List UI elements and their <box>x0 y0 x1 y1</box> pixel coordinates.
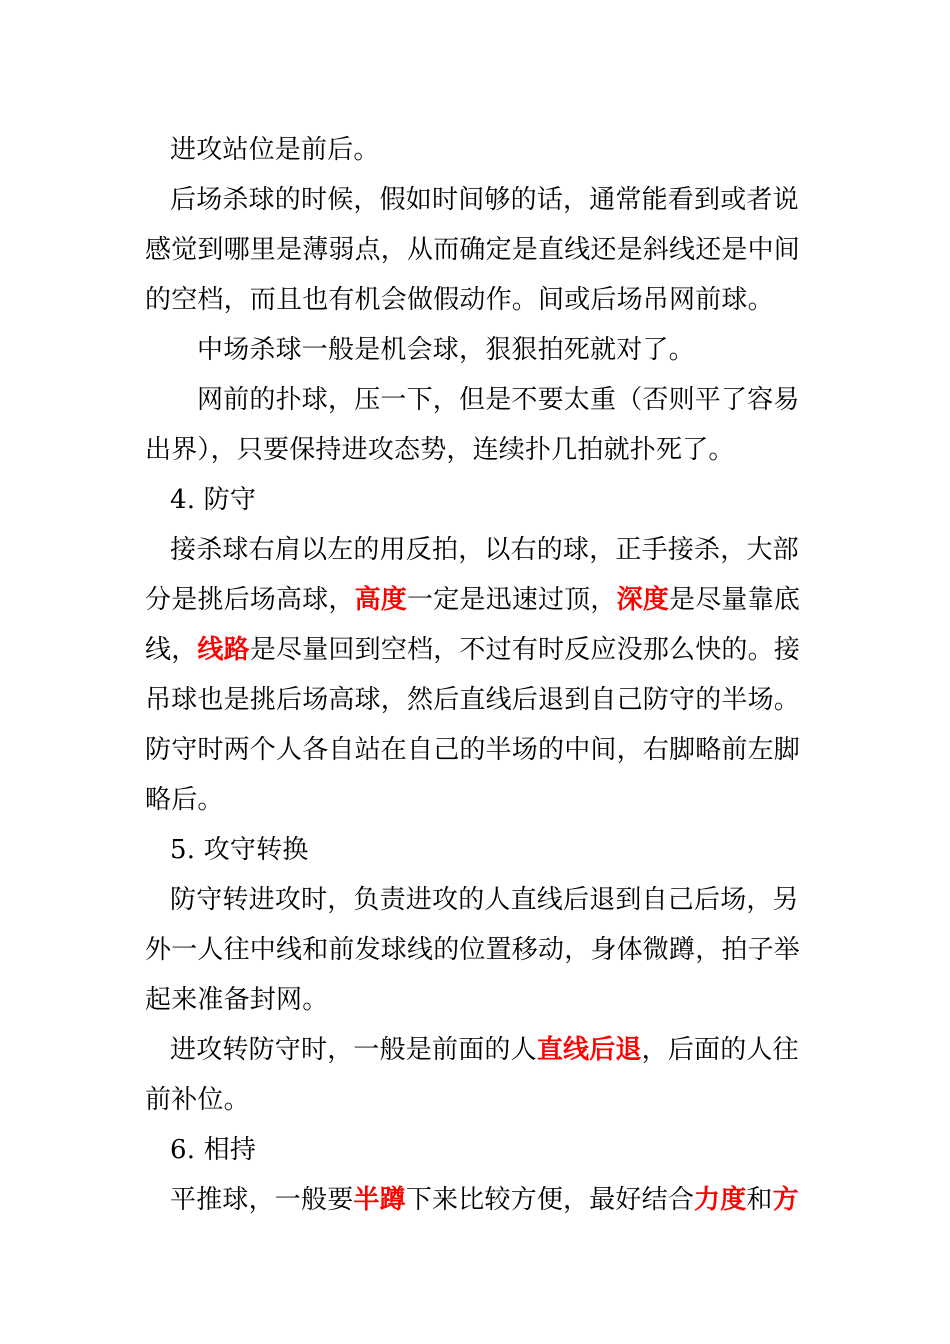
paragraph-line: 起来准备封网。 <box>145 985 329 1015</box>
paragraph-line: 感觉到哪里是薄弱点，从而确定是直线还是斜线还是中间 <box>145 235 801 265</box>
text-run: 下来比较方便，最好结合 <box>405 1185 695 1215</box>
section-heading-transition: 5. 攻守转换 <box>170 835 309 865</box>
highlight-text: 力度 <box>694 1185 747 1215</box>
paragraph-line: 出界），只要保持进攻态势，连续扑几拍就扑死了。 <box>145 435 735 465</box>
paragraph-line: 吊球也是挑后场高球，然后直线后退到自己防守的半场。 <box>145 685 801 715</box>
paragraph-line: 外一人往中线和前发球线的位置移动，身体微蹲，拍子举 <box>145 935 801 965</box>
text-run: 进攻转防守时，一般是前面的人 <box>170 1035 537 1065</box>
paragraph-line: 的空档，而且也有机会做假动作。间或后场吊网前球。 <box>145 285 774 315</box>
paragraph-line: 进攻站位是前后。 <box>170 135 380 165</box>
highlight-text: 直线后退 <box>536 1035 642 1065</box>
text-run: 分是挑后场高球， <box>145 585 355 615</box>
paragraph-line: 后场杀球的时候，假如时间够的话，通常能看到或者说 <box>170 185 799 215</box>
paragraph-line: 中场杀球一般是机会球，狠狠拍死就对了。 <box>197 335 695 365</box>
highlight-text: 半蹲 <box>353 1185 406 1215</box>
paragraph-line: 前补位。 <box>145 1085 250 1115</box>
text-run: 线， <box>145 635 198 665</box>
paragraph-line: 略后。 <box>145 785 224 815</box>
text-run: 一定是迅速过顶， <box>407 585 617 615</box>
paragraph-line <box>145 635 815 665</box>
text-run: 和 <box>746 1185 773 1215</box>
paragraph-line <box>170 1185 840 1215</box>
paragraph-line: 接杀球右肩以左的用反拍，以右的球，正手接杀，大部 <box>170 535 799 565</box>
text-run: ，后面的人往 <box>641 1035 799 1065</box>
text-run: 是尽量靠底 <box>669 585 801 615</box>
highlight-text: 线路 <box>197 635 250 665</box>
highlight-text: 高度 <box>354 585 408 615</box>
paragraph-line: 防守转进攻时，负责进攻的人直线后退到自己后场，另 <box>170 885 799 915</box>
paragraph-line: 网前的扑球，压一下，但是不要太重（否则平了容易 <box>197 385 800 415</box>
section-heading-defense: 4. 防守 <box>170 485 257 515</box>
paragraph-line <box>145 585 815 615</box>
highlight-text: 方 <box>772 1185 799 1215</box>
text-run: 平推球，一般要 <box>170 1185 354 1215</box>
paragraph-line <box>170 1035 840 1065</box>
text-run: 是尽量回到空档，不过有时反应没那么快的。接 <box>249 635 801 665</box>
paragraph-line: 防守时两个人各自站在自己的半场的中间，右脚略前左脚 <box>145 735 801 765</box>
section-heading-stalemate: 6. 相持 <box>170 1135 257 1165</box>
highlight-text: 深度 <box>616 585 670 615</box>
